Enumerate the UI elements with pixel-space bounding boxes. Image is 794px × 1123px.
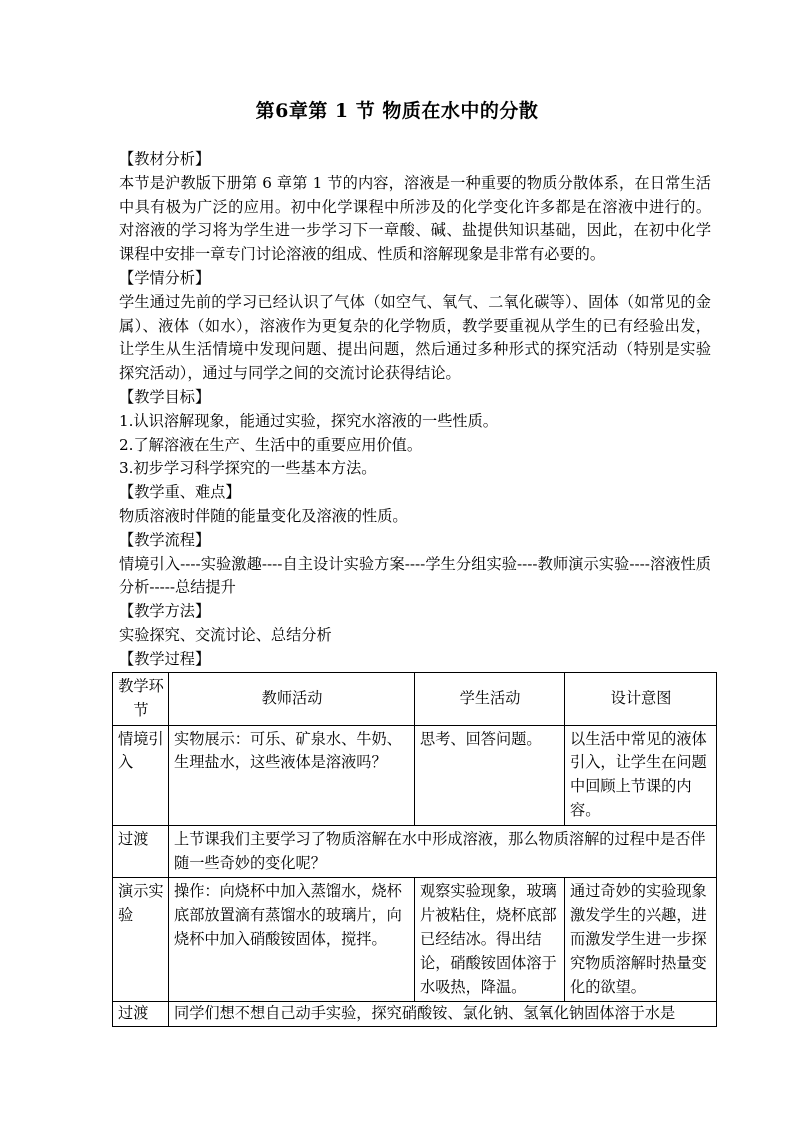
section-heading-flow: 【教学流程】 bbox=[119, 530, 211, 549]
section-heading-method: 【教学方法】 bbox=[119, 602, 211, 621]
table-row bbox=[113, 878, 717, 1002]
page-title: 第6章第 1 节 物质在水中的分散 bbox=[255, 100, 539, 122]
section-heading-process: 【教学过程】 bbox=[119, 649, 211, 668]
merged-cell: 同学们想不想自己动手实验，探究硝酸铵、氯化钠、氢氧化钠固体溶于水是 bbox=[169, 1002, 717, 1027]
goal-item: 3.初步学习科学探究的一些基本方法。 bbox=[119, 459, 377, 478]
table-row bbox=[113, 1002, 717, 1027]
section-heading-textbook: 【教材分析】 bbox=[119, 150, 211, 168]
section-heading-key: 【教学重、难点】 bbox=[119, 483, 241, 502]
section-text-key: 物质溶液时伴随的能量变化及溶液的性质。 bbox=[119, 506, 408, 525]
process-table bbox=[112, 672, 717, 1027]
intent-cell: 通过奇妙的实验现象激发学生的兴趣，进而激发学生进一步探究物质溶解时热量变化的欲望。 bbox=[565, 878, 717, 1002]
header-cell-stage: 教学环节 bbox=[113, 673, 169, 726]
section-text-method: 实验探究、交流讨论、总结分析 bbox=[119, 625, 332, 644]
table-row bbox=[113, 825, 717, 878]
stage-cell: 过渡 bbox=[113, 1002, 169, 1027]
table-row bbox=[113, 725, 717, 825]
table-header-row bbox=[113, 673, 717, 726]
header-cell-intent: 设计意图 bbox=[565, 673, 717, 726]
goal-item: 1.认识溶解现象，能通过实验，探究水溶液的一些性质。 bbox=[119, 411, 498, 430]
stage-cell: 演示实验 bbox=[113, 878, 169, 1002]
section-text-flow: 情境引入----实验激趣----自主设计实验方案----学生分组实验----教师演示实验----溶液性质分析-----总结提升 bbox=[119, 554, 711, 597]
stage-cell: 情境引入 bbox=[113, 725, 169, 825]
intent-cell: 以生活中常见的液体引入，让学生在问题中回顾上节课的内容。 bbox=[565, 725, 717, 825]
teacher-cell: 操作：向烧杯中加入蒸馏水，烧杯底部放置滴有蒸馏水的玻璃片，向烧杯中加入硝酸铵固体，搅拌。 bbox=[169, 878, 415, 1002]
document-body bbox=[119, 148, 711, 672]
student-cell: 观察实验现象，玻璃片被粘住，烧杯底部已经结冰。得出结论，硝酸铵固体溶于水吸热，降温。 bbox=[415, 878, 565, 1002]
section-text-textbook: 本节是沪教版下册第 6 章第 1 节的内容，溶液是一种重要的物质分散体系，在日常生活中具有极为广泛的应用。初中化学课程中所涉及的化学变化许多都是在溶液中进行的。对溶液的学习将为学生进一步学习下一章酸、碱、盐提供知识基础，因此，在初中化学课程中安排一章专门讨论溶液的组成、性质和溶解现象是非常有必要的。 bbox=[119, 173, 711, 264]
section-heading-goals: 【教学目标】 bbox=[119, 387, 211, 406]
teacher-cell: 实物展示：可乐、矿泉水、牛奶、生理盐水，这些液体是溶液吗？ bbox=[169, 725, 415, 825]
header-cell-teacher: 教师活动 bbox=[169, 673, 415, 726]
stage-cell: 过渡 bbox=[113, 825, 169, 878]
section-heading-student: 【学情分析】 bbox=[119, 268, 211, 287]
student-cell: 思考、回答问题。 bbox=[415, 725, 565, 825]
merged-cell: 上节课我们主要学习了物质溶解在水中形成溶液，那么物质溶解的过程中是否伴随一些奇妙的变化呢？ bbox=[169, 825, 717, 878]
goal-item: 2.了解溶液在生产、生活中的重要应用价值。 bbox=[119, 435, 423, 454]
section-text-student: 学生通过先前的学习已经认识了气体（如空气、氧气、二氧化碳等）、固体（如常见的金属）、液体（如水），溶液作为更复杂的化学物质，教学要重视从学生的已有经验出发，让学生从生活情境中发现问题、提出问题，然后通过多种形式的探究活动（特别是实验探究活动），通过与同学之间的交流讨论获得结论。 bbox=[119, 292, 711, 383]
header-cell-student: 学生活动 bbox=[415, 673, 565, 726]
